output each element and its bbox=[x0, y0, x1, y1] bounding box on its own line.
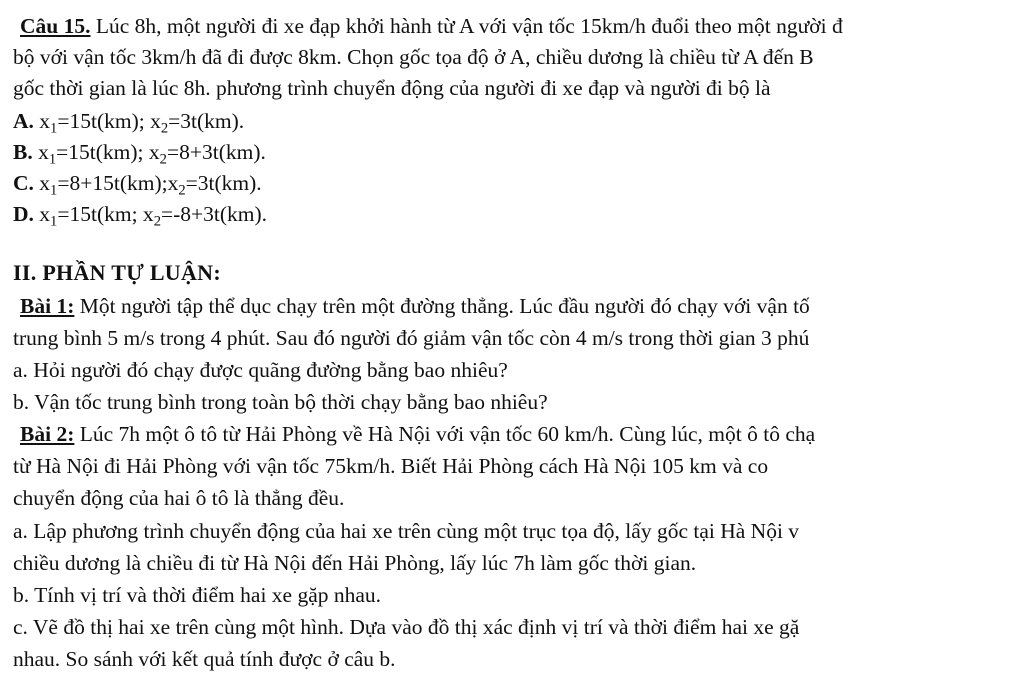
option-d-sub2: 2 bbox=[153, 213, 161, 227]
bai2-part-c-line2: nhau. So sánh với kết quả tính được ở câu b. bbox=[13, 647, 396, 671]
option-a-sub2: 2 bbox=[160, 120, 169, 134]
question15-line1 bbox=[20, 13, 1024, 39]
section-heading: II. PHẦN TỰ LUẬN: bbox=[13, 260, 221, 285]
option-b-sub2: 2 bbox=[159, 151, 167, 165]
bai1-part-b: b. Vận tốc trung bình trong toàn bộ thời chạy bằng bao nhiêu? bbox=[13, 390, 548, 414]
option-b-text: x bbox=[32, 140, 49, 164]
bai2-part-a-line2: chiều dương là chiều đi từ Hà Nội đến Hải Phòng, lấy lúc 7h làm gốc thời gian. bbox=[13, 551, 697, 575]
option-c-letter: C. bbox=[13, 171, 34, 195]
option-c-text2: =8+15t(km);x bbox=[57, 171, 179, 195]
option-b bbox=[13, 139, 1024, 165]
question15-line3: gốc thời gian là lúc 8h. phương trình chuyển động của người đi xe đạp và người đi bộ là bbox=[13, 76, 771, 100]
option-a-sub1: 1 bbox=[50, 120, 58, 134]
bai2-part-b: b. Tính vị trí và thời điểm hai xe gặp nhau. bbox=[13, 583, 382, 607]
bai1-text1: Một người tập thể dục chạy trên một đường thẳng. Lúc đầu người đó chạy với vận tố bbox=[74, 294, 810, 318]
option-d-sub1: 1 bbox=[50, 213, 58, 227]
option-d-text3: =-8+3t(km). bbox=[161, 202, 268, 226]
question15-line2: bộ với vận tốc 3km/h đã đi được 8km. Chọn gốc tọa độ ở A, chiều dương là chiều từ A đến B bbox=[13, 45, 814, 69]
option-b-text3: =8+3t(km). bbox=[166, 140, 266, 164]
question15-label: Câu 15. bbox=[20, 14, 91, 38]
bai2-label: Bài 2: bbox=[20, 422, 75, 446]
option-d-letter: D. bbox=[13, 202, 34, 226]
option-b-letter: B. bbox=[13, 140, 33, 164]
option-c-sub2: 2 bbox=[178, 182, 186, 196]
option-d-text: x bbox=[33, 202, 51, 226]
question15-text1: Lúc 8h, một người đi xe đạp khởi hành từ A với vận tốc 15km/h đuổi theo một người đ bbox=[90, 14, 843, 38]
bai2-line3: chuyển động của hai ô tô là thẳng đều. bbox=[13, 486, 345, 510]
option-a bbox=[13, 108, 1024, 134]
option-b-text2: =15t(km); x bbox=[56, 140, 160, 164]
bai2-line2: từ Hà Nội đi Hải Phòng với vận tốc 75km/h. Biết Hải Phòng cách Hà Nội 105 km và co bbox=[13, 454, 769, 478]
option-c bbox=[13, 170, 1024, 196]
bai1-part-a: a. Hỏi người đó chạy được quãng đường bằng bao nhiêu? bbox=[13, 358, 508, 382]
option-c-sub1: 1 bbox=[50, 182, 58, 196]
bai2-line1 bbox=[20, 421, 1024, 447]
option-c-text3: =3t(km). bbox=[185, 171, 262, 195]
option-d-text2: =15t(km; x bbox=[57, 202, 154, 226]
bai1-label: Bài 1: bbox=[20, 294, 75, 318]
option-a-letter: A. bbox=[13, 109, 34, 133]
bai1-line2: trung bình 5 m/s trong 4 phút. Sau đó người đó giảm vận tốc còn 4 m/s trong thời gian 3 phú bbox=[13, 326, 810, 350]
bai2-part-c-line1: c. Vẽ đồ thị hai xe trên cùng một hình. Dựa vào đồ thị xác định vị trí và thời điểm hai xe gặ bbox=[13, 615, 800, 639]
option-b-sub1: 1 bbox=[48, 151, 57, 165]
option-d bbox=[13, 201, 1024, 227]
option-a-text3: =3t(km). bbox=[168, 109, 245, 133]
bai1-line1 bbox=[20, 293, 1024, 319]
option-a-text2: =15t(km); x bbox=[57, 109, 161, 133]
option-a-text: x bbox=[33, 109, 51, 133]
option-c-text: x bbox=[33, 171, 51, 195]
bai2-part-a-line1: a. Lập phương trình chuyển động của hai xe trên cùng một trục tọa độ, lấy gốc tại Hà Nội v bbox=[13, 519, 800, 543]
bai2-text1: Lúc 7h một ô tô từ Hải Phòng về Hà Nội với vận tốc 60 km/h. Cùng lúc, một ô tô chạ bbox=[74, 422, 816, 446]
